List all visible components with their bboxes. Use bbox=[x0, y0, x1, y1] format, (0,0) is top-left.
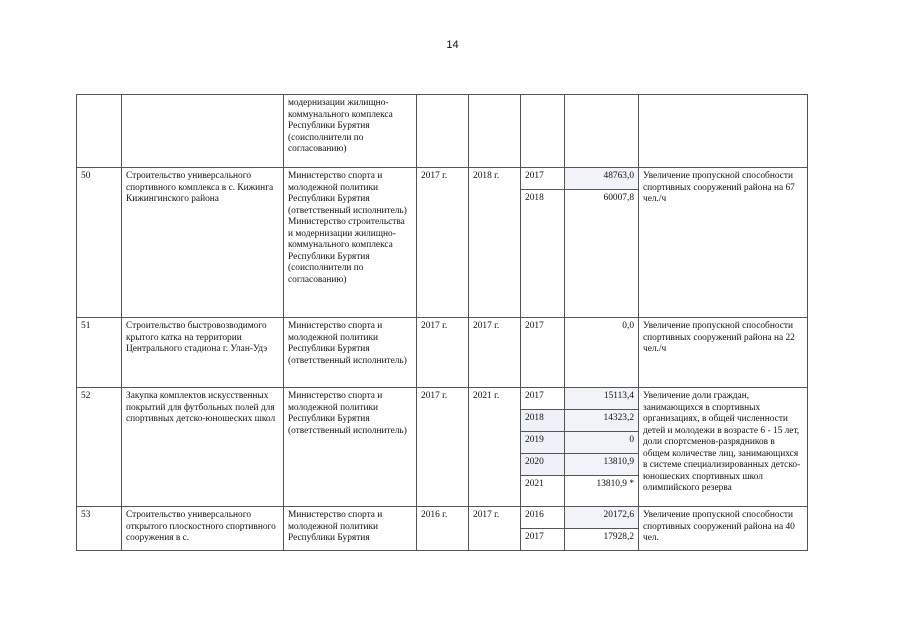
funding-amount: 60007,8 bbox=[565, 190, 639, 318]
row-number: 50 bbox=[77, 168, 122, 318]
expected-result: Увеличение пропускной способности спортивных сооружений района на 22 чел./ч bbox=[639, 318, 808, 388]
funding-year: 2020 bbox=[521, 454, 565, 476]
funding-amount: 15113,4 bbox=[565, 388, 639, 410]
funding-year: 2018 bbox=[521, 190, 565, 318]
funding-year: 2017 bbox=[521, 168, 565, 190]
end-year: 2017 г. bbox=[469, 318, 521, 388]
table-row bbox=[77, 507, 808, 529]
funding-amount: 0,0 bbox=[565, 318, 639, 388]
funding-year: 2017 bbox=[521, 388, 565, 410]
table-row bbox=[77, 95, 808, 168]
end-year: 2017 г. bbox=[469, 507, 521, 551]
executor-cell: Министерство спорта и молодежной политики Республики Бурятия (ответственный исполнитель) bbox=[284, 388, 417, 507]
table-row bbox=[77, 388, 808, 410]
funding-year: 2016 bbox=[521, 507, 565, 529]
table-row bbox=[77, 168, 808, 190]
table-row bbox=[77, 318, 808, 388]
executor-cell: Министерство спорта и молодежной политики Республики Бурятия (ответственный исполнитель) bbox=[284, 318, 417, 388]
measure-name: Строительство быстровозводимого крытого катка на территории Центрального стадиона г. Улан-Удэ bbox=[122, 318, 284, 388]
measure-name: Строительство универсального спортивного комплекса в с. Кижинга Кижингинского района bbox=[122, 168, 284, 318]
row-number: 53 bbox=[77, 507, 122, 551]
executor-cell: Министерство спорта и молодежной политики Республики Бурятия bbox=[284, 507, 417, 551]
executor-cell: модернизации жилищно-коммунального комплекса Республики Бурятия (соисполнители по согласованию) bbox=[284, 95, 417, 168]
row-number: 51 bbox=[77, 318, 122, 388]
expected-result: Увеличение доли граждан, занимающихся в спортивных организациях, в общей численности детей и молодежи в возрасте 6 - 15 лет, доли спортсменов-разрядников в общем количестве лиц, занимающихся в системе специализированных детско-юношеских спортивных школ олимпийского резерва bbox=[639, 388, 808, 507]
row-number: 52 bbox=[77, 388, 122, 507]
funding-amount: 17928,2 bbox=[565, 529, 639, 551]
end-year: 2021 г. bbox=[469, 388, 521, 507]
funding-year: 2017 bbox=[521, 529, 565, 551]
start-year: 2016 г. bbox=[417, 507, 469, 551]
measure-name: Закупка комплектов искусственных покрытий для футбольных полей для спортивных детско-юношеских школ bbox=[122, 388, 284, 507]
executor-cell: Министерство спорта и молодежной политики Республики Бурятия (ответственный исполнитель) Министерство строительства и модернизации жилищно-коммунального комплекса Республики Бурятия (соисполнители по согласованию) bbox=[284, 168, 417, 318]
funding-year: 2018 bbox=[521, 410, 565, 432]
page-number: 14 bbox=[446, 39, 459, 51]
start-year: 2017 г. bbox=[417, 388, 469, 507]
funding-year: 2017 bbox=[521, 318, 565, 388]
start-year: 2017 г. bbox=[417, 318, 469, 388]
expected-result: Увеличение пропускной способности спортивных сооружений района на 40 чел. bbox=[639, 507, 808, 551]
funding-year: 2019 bbox=[521, 432, 565, 454]
measure-name: Строительство универсального открытого плоскостного спортивного сооружения в с. bbox=[122, 507, 284, 551]
expected-result: Увеличение пропускной способности спортивных сооружений района на 67 чел./ч bbox=[639, 168, 808, 318]
start-year: 2017 г. bbox=[417, 168, 469, 318]
funding-amount: 14323,2 bbox=[565, 410, 639, 432]
program-measures-table bbox=[76, 94, 808, 551]
funding-amount: 0 bbox=[565, 432, 639, 454]
funding-year: 2021 bbox=[521, 476, 565, 507]
end-year: 2018 г. bbox=[469, 168, 521, 318]
funding-amount: 13810,9 * bbox=[565, 476, 639, 507]
funding-amount: 13810,9 bbox=[565, 454, 639, 476]
funding-amount: 48763,0 bbox=[565, 168, 639, 190]
funding-amount: 20172,6 bbox=[565, 507, 639, 529]
